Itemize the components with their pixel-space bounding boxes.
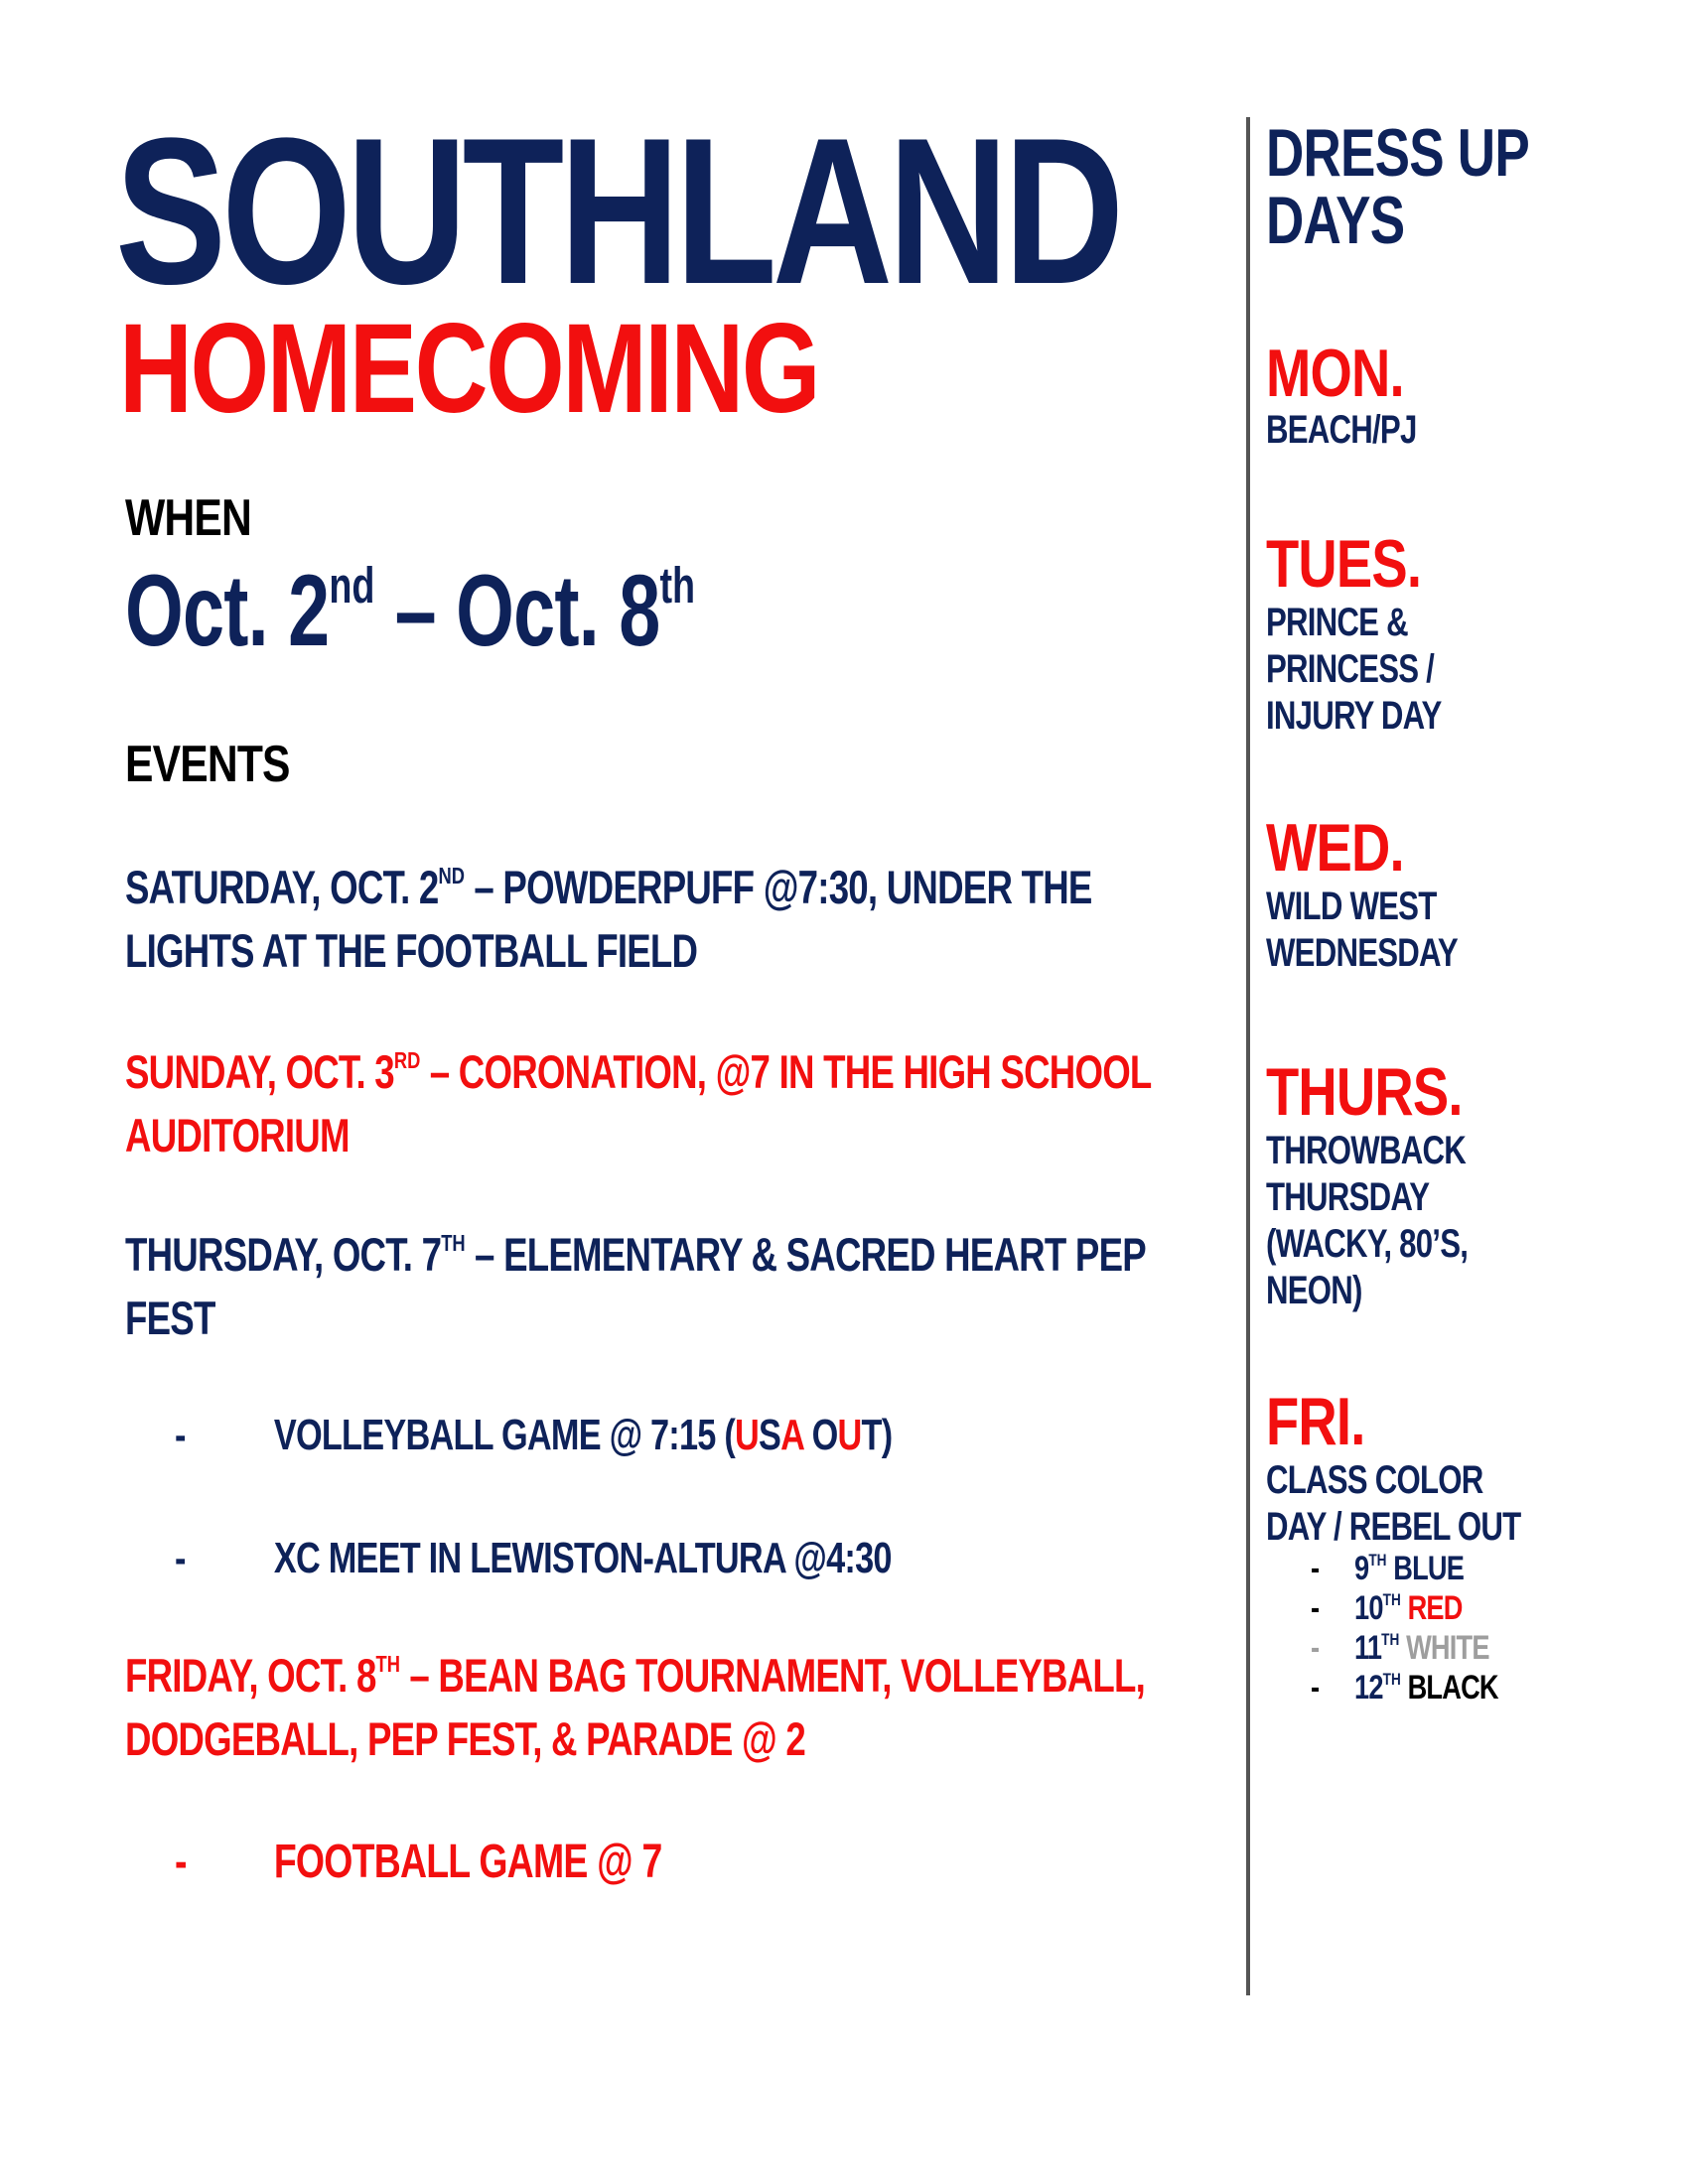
grade: 9 [1354, 1550, 1369, 1587]
dress-up-title-line2: DAYS [1266, 183, 1405, 258]
day-friday-theme [1266, 1457, 1520, 1551]
event-sunday-date: SUNDAY, OCT. 3 [125, 1045, 394, 1098]
volleyball-text: VOLLEYBALL GAME @ 7:15 ( [273, 1411, 735, 1459]
xc-meet-text: XC MEET IN LEWISTON-ALTURA @4:30 [273, 1534, 892, 1582]
day-friday: FRI. [1266, 1384, 1365, 1459]
day-monday: MON. [1266, 336, 1404, 411]
theme-line: PRINCE & [1266, 601, 1408, 644]
event-saturday-line1 [125, 860, 1092, 923]
theme-line: CLASS COLOR [1266, 1458, 1483, 1502]
event-thursday [125, 1227, 1146, 1346]
usa-letter-a: A [780, 1411, 803, 1459]
color-name: WHITE [1406, 1629, 1489, 1667]
day-monday-theme [1266, 407, 1417, 454]
event-sunday-line1 [125, 1044, 1152, 1108]
event-saturday-date-suffix: ND [438, 863, 465, 889]
theme-line: BEACH/PJ [1266, 408, 1417, 452]
when-dates [125, 554, 696, 667]
grade-suffix: TH [1382, 1589, 1401, 1609]
bullet-dash: - [175, 1534, 186, 1582]
bullet-dash: - [1311, 1589, 1320, 1627]
out-letter-u: U [837, 1411, 862, 1459]
day-wednesday: WED. [1266, 810, 1404, 886]
column-divider [1246, 117, 1250, 1995]
list-item-xc-meet [175, 1533, 892, 1584]
bullet-dash: - [1311, 1669, 1320, 1706]
out-letter-t: T [861, 1411, 882, 1459]
theme-line: DAY / REBEL OUT [1266, 1505, 1521, 1549]
bullet-dash: - [1311, 1550, 1320, 1587]
event-friday-date: FRIDAY, OCT. 8 [125, 1649, 376, 1702]
color-name: BLUE [1393, 1550, 1465, 1587]
list-item-volleyball [175, 1410, 892, 1461]
event-thursday-date-suffix: TH [441, 1230, 466, 1257]
event-sunday-desc: – CORONATION, @7 IN THE HIGH SCHOOL [420, 1045, 1152, 1098]
event-thursday-line2: FEST [125, 1292, 215, 1344]
grade-suffix: TH [1368, 1550, 1387, 1570]
event-thursday-date: THURSDAY, OCT. 7 [125, 1228, 442, 1281]
event-saturday [125, 860, 1092, 979]
event-sunday [125, 1044, 1152, 1163]
bullet-dash: - [1311, 1629, 1320, 1667]
event-thursday-line1 [125, 1227, 1146, 1291]
theme-line: NEON) [1266, 1269, 1362, 1312]
theme-line: INJURY DAY [1266, 694, 1442, 738]
close-paren: ) [881, 1411, 893, 1459]
end-date: Oct. 8 [456, 554, 660, 667]
event-friday-line2: DODGEBALL, PEP FEST, & PARADE @ 2 [125, 1712, 805, 1765]
event-saturday-desc: – POWDERPUFF @7:30, UNDER THE [464, 861, 1092, 913]
when-label: WHEN [125, 489, 251, 547]
event-friday-date-suffix: TH [375, 1651, 400, 1678]
page-title: SOUTHLAND [115, 94, 1120, 328]
day-wednesday-theme [1266, 884, 1458, 977]
day-tuesday-theme [1266, 600, 1442, 740]
page-subtitle: HOMECOMING [119, 298, 819, 440]
dress-up-title [1266, 115, 1529, 258]
list-item-football [175, 1837, 662, 1888]
grade-suffix: TH [1382, 1669, 1401, 1689]
end-date-suffix: th [659, 556, 696, 614]
theme-line: (WACKY, 80’S, [1266, 1222, 1469, 1266]
grade: 12 [1354, 1669, 1383, 1706]
grade-suffix: TH [1381, 1629, 1400, 1649]
class-color-12th [1311, 1668, 1498, 1713]
day-tuesday: TUES. [1266, 526, 1422, 602]
out-letter-o: O [802, 1411, 838, 1459]
event-friday-line1 [125, 1648, 1145, 1711]
event-saturday-date: SATURDAY, OCT. 2 [125, 861, 439, 913]
event-sunday-line2: AUDITORIUM [125, 1109, 350, 1161]
theme-line: WILD WEST [1266, 885, 1437, 928]
color-name: RED [1407, 1589, 1463, 1627]
start-date-suffix: nd [329, 556, 375, 614]
event-friday-desc: – BEAN BAG TOURNAMENT, VOLLEYBALL, [399, 1649, 1146, 1702]
usa-letter-s: S [758, 1411, 781, 1459]
bullet-dash: - [175, 1836, 187, 1888]
date-separator: – [374, 554, 457, 667]
day-thursday-theme [1266, 1128, 1468, 1314]
event-thursday-desc: – ELEMENTARY & SACRED HEART PEP [465, 1228, 1146, 1281]
theme-line: THURSDAY [1266, 1175, 1430, 1219]
event-sunday-date-suffix: RD [393, 1047, 421, 1074]
event-friday [125, 1648, 1145, 1767]
events-label: EVENTS [125, 736, 290, 793]
usa-letter-u: U [734, 1411, 759, 1459]
dress-up-title-line1: DRESS UP [1266, 115, 1529, 191]
start-date: Oct. 2 [125, 554, 330, 667]
theme-line: THROWBACK [1266, 1129, 1466, 1172]
football-text: FOOTBALL GAME @ 7 [273, 1836, 662, 1888]
grade: 10 [1354, 1589, 1383, 1627]
color-name: BLACK [1407, 1669, 1498, 1706]
day-thursday: THURS. [1266, 1054, 1463, 1130]
theme-line: PRINCESS / [1266, 647, 1435, 691]
event-saturday-line2: LIGHTS AT THE FOOTBALL FIELD [125, 924, 698, 977]
bullet-dash: - [175, 1411, 186, 1459]
theme-line: WEDNESDAY [1266, 931, 1458, 975]
grade: 11 [1354, 1629, 1382, 1667]
